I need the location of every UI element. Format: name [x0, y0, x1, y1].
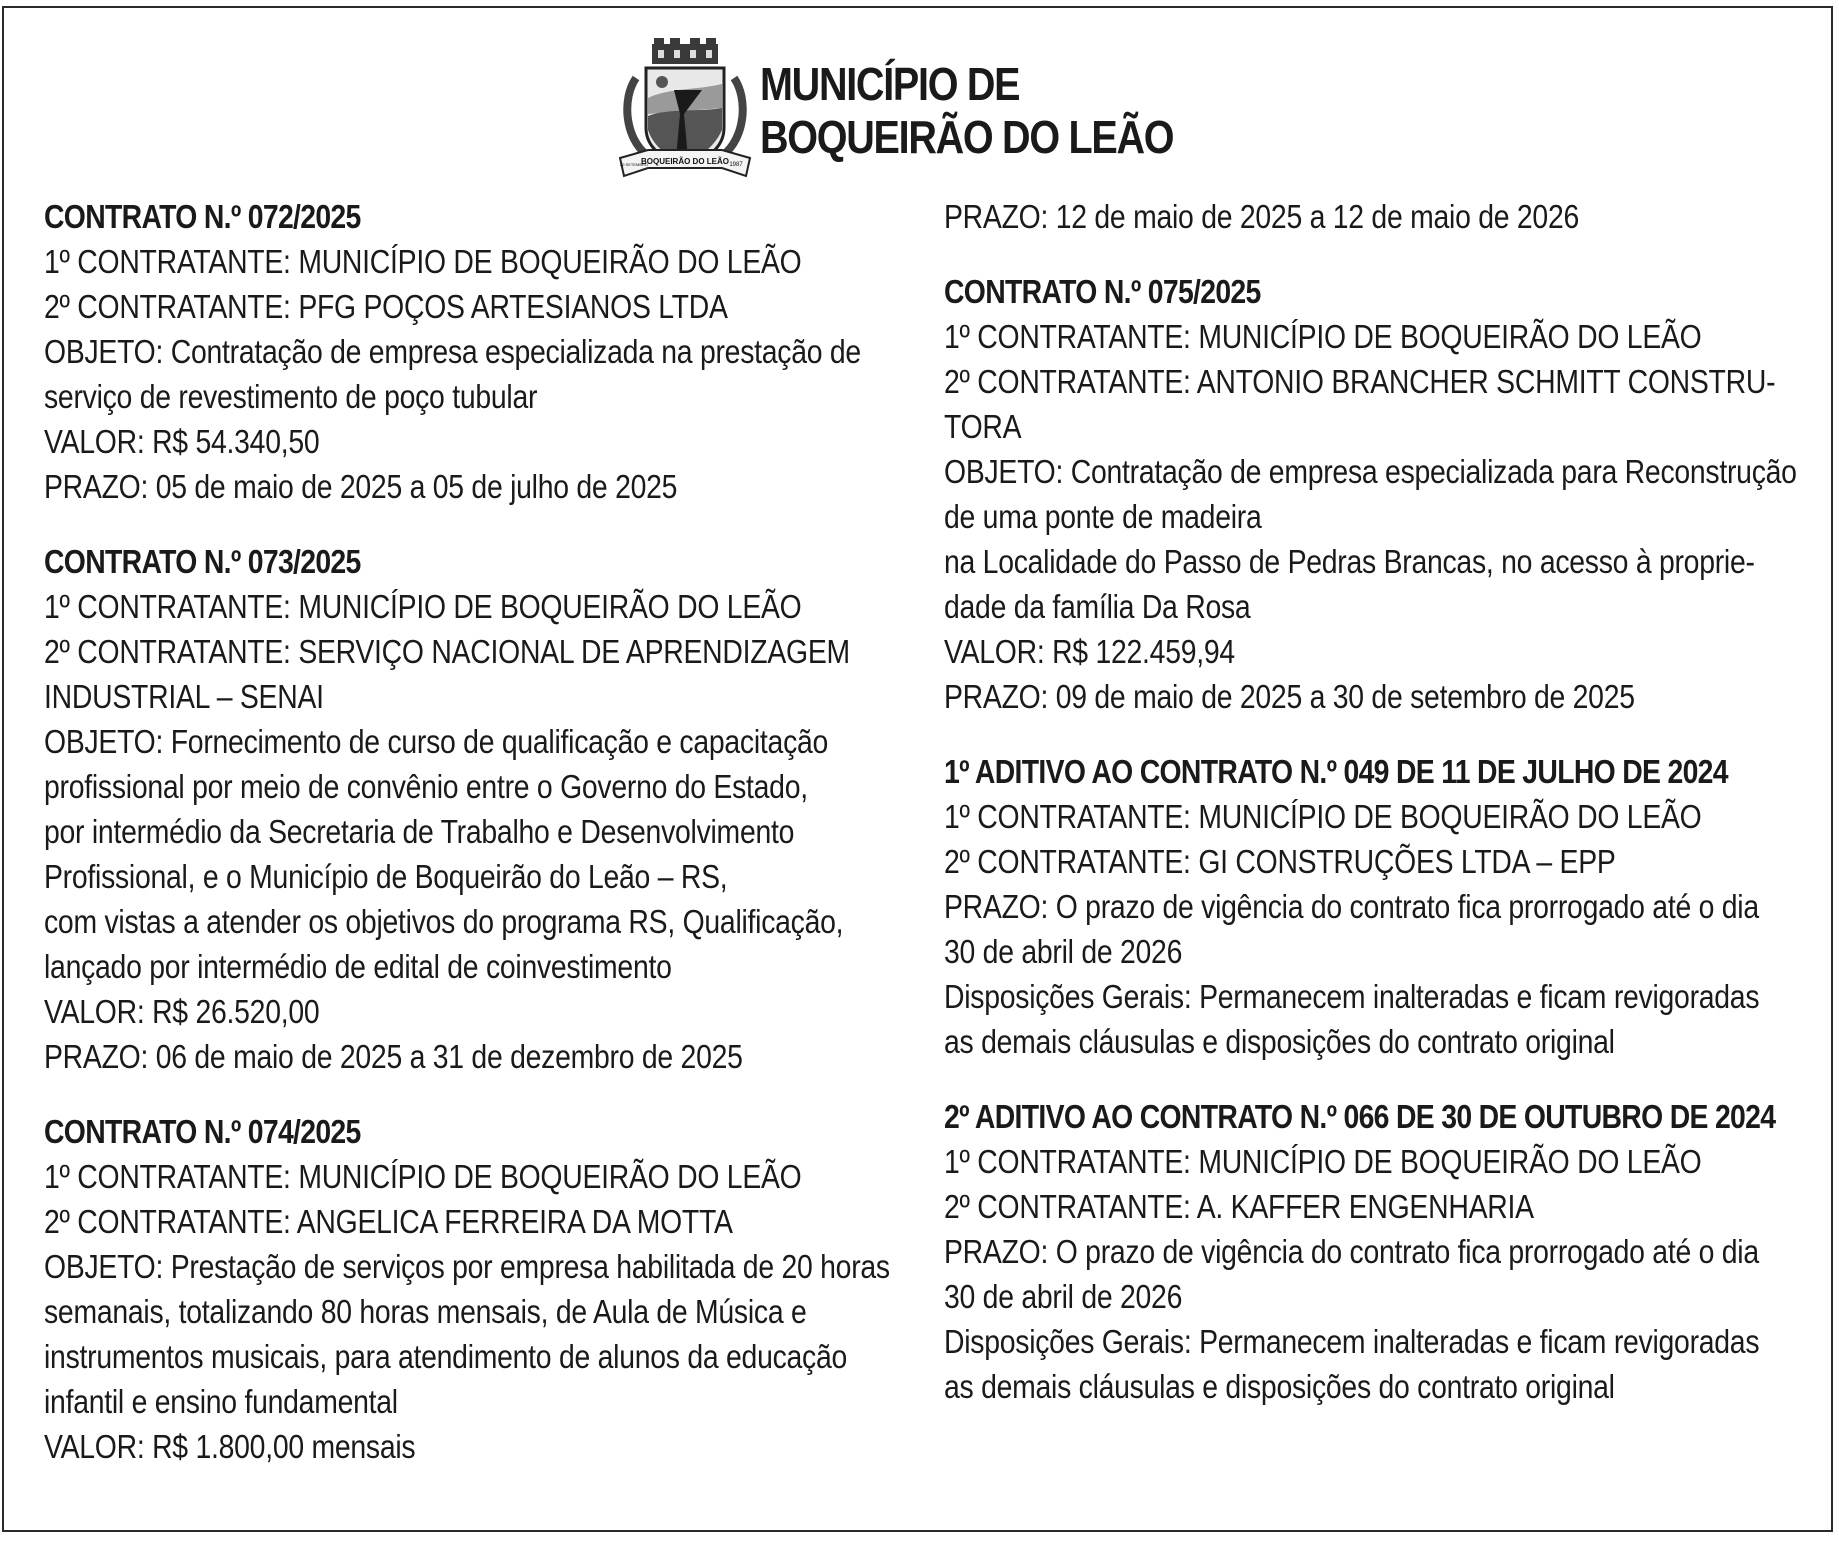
- contract-line: 1º CONTRATANTE: MUNICÍPIO DE BOQUEIRÃO DO LEÃO: [44, 1158, 802, 1195]
- contract-section: [44, 539, 894, 1079]
- contract-line: 30 de abril de 2026: [944, 933, 1183, 970]
- title-line-1: MUNICÍPIO DE: [760, 58, 1020, 110]
- contract-line: Disposições Gerais: Permanecem inalteradas e ficam revigoradas: [944, 1323, 1760, 1360]
- contract-line: 2º CONTRATANTE: A. KAFFER ENGENHARIA: [944, 1188, 1534, 1225]
- contract-line: 1º CONTRATANTE: MUNICÍPIO DE BOQUEIRÃO DO LEÃO: [44, 243, 802, 280]
- contract-line: na Localidade do Passo de Pedras Brancas, no acesso à proprie-: [944, 543, 1755, 580]
- contract-line: TORA: [944, 408, 1022, 445]
- contract-line: VALOR: R$ 1.800,00 mensais: [44, 1428, 416, 1465]
- contract-line: lançado por intermédio de edital de coinvestimento: [44, 948, 672, 985]
- contract-line: 2º CONTRATANTE: GI CONSTRUÇÕES LTDA – EPP: [944, 843, 1616, 880]
- contract-section: [44, 194, 894, 509]
- contract-section: [944, 1094, 1794, 1409]
- contract-line: profissional por meio de convênio entre o Governo do Estado,: [44, 768, 808, 805]
- right-column: [944, 194, 1797, 1439]
- contract-line: as demais cláusulas e disposições do contrato original: [944, 1023, 1615, 1060]
- contract-line: 2º CONTRATANTE: SERVIÇO NACIONAL DE APRENDIZAGEM: [44, 633, 850, 670]
- contract-section: [944, 749, 1794, 1064]
- contract-line: OBJETO: Fornecimento de curso de qualificação e capacitação: [44, 723, 829, 760]
- contract-heading: CONTRATO N.º 073/2025: [44, 543, 361, 580]
- contract-line: VALOR: R$ 26.520,00: [44, 993, 320, 1030]
- contract-line: PRAZO: 05 de maio de 2025 a 05 de julho de 2025: [44, 468, 678, 505]
- contract-line: OBJETO: Contratação de empresa especializada para Reconstrução: [944, 453, 1797, 490]
- contract-section: [44, 1109, 894, 1469]
- contract-section: [944, 269, 1797, 719]
- page-title: [760, 58, 1173, 164]
- contract-section: [944, 194, 1794, 239]
- crest-right-text: 1987: [729, 162, 743, 168]
- contract-line: semanais, totalizando 80 horas mensais, de Aula de Música e: [44, 1293, 807, 1330]
- contract-heading: CONTRATO N.º 072/2025: [44, 198, 361, 235]
- contract-line: 2º CONTRATANTE: PFG POÇOS ARTESIANOS LTDA: [44, 288, 728, 325]
- left-column: [44, 194, 894, 1499]
- crest-left-text: 20 SETEMBRO: [619, 162, 649, 167]
- contract-line: INDUSTRIAL – SENAI: [44, 678, 324, 715]
- contract-heading: CONTRATO N.º 075/2025: [944, 273, 1261, 310]
- contract-line: 1º CONTRATANTE: MUNICÍPIO DE BOQUEIRÃO DO LEÃO: [944, 318, 1702, 355]
- contract-line: dade da família Da Rosa: [944, 588, 1251, 625]
- contract-line: de uma ponte de madeira: [944, 498, 1262, 535]
- crest-banner-text: BOQUEIRÃO DO LEÃO: [640, 157, 730, 166]
- contract-line: VALOR: R$ 122.459,94: [944, 633, 1235, 670]
- contract-line: OBJETO: Contratação de empresa especializada na prestação de: [44, 333, 861, 370]
- contract-line: por intermédio da Secretaria de Trabalho e Desenvolvimento: [44, 813, 795, 850]
- contract-heading: 1º ADITIVO AO CONTRATO N.º 049 DE 11 DE JULHO DE 2024: [944, 753, 1728, 790]
- contract-line: 30 de abril de 2026: [944, 1278, 1183, 1315]
- header: [618, 38, 1238, 180]
- contract-line: 2º CONTRATANTE: ANGELICA FERREIRA DA MOTTA: [44, 1203, 733, 1240]
- contract-line: PRAZO: O prazo de vigência do contrato fica prorrogado até o dia: [944, 1233, 1759, 1270]
- contract-line: PRAZO: O prazo de vigência do contrato fica prorrogado até o dia: [944, 888, 1759, 925]
- contract-line: serviço de revestimento de poço tubular: [44, 378, 538, 415]
- contract-line: PRAZO: 09 de maio de 2025 a 30 de setembro de 2025: [944, 678, 1635, 715]
- contract-line: VALOR: R$ 54.340,50: [44, 423, 320, 460]
- contract-line: PRAZO: 06 de maio de 2025 a 31 de dezembro de 2025: [44, 1038, 743, 1075]
- contract-line: infantil e ensino fundamental: [44, 1383, 398, 1420]
- contract-line: instrumentos musicais, para atendimento de alunos da educação: [44, 1338, 848, 1375]
- contract-line: 1º CONTRATANTE: MUNICÍPIO DE BOQUEIRÃO DO LEÃO: [944, 1143, 1702, 1180]
- contract-line: Profissional, e o Município de Boqueirão do Leão – RS,: [44, 858, 728, 895]
- title-line-2: BOQUEIRÃO DO LEÃO: [760, 111, 1174, 163]
- contract-line: OBJETO: Prestação de serviços por empresa habilitada de 20 horas: [44, 1248, 890, 1285]
- contract-line: as demais cláusulas e disposições do contrato original: [944, 1368, 1615, 1405]
- contract-line: PRAZO: 12 de maio de 2025 a 12 de maio de 2026: [944, 198, 1580, 235]
- contract-line: Disposições Gerais: Permanecem inalteradas e ficam revigoradas: [944, 978, 1760, 1015]
- contract-line: 2º CONTRATANTE: ANTONIO BRANCHER SCHMITT CONSTRU-: [944, 363, 1776, 400]
- contract-line: com vistas a atender os objetivos do programa RS, Qualificação,: [44, 903, 844, 940]
- municipal-crest-logo: [618, 38, 752, 180]
- contract-heading: CONTRATO N.º 074/2025: [44, 1113, 361, 1150]
- contract-line: 1º CONTRATANTE: MUNICÍPIO DE BOQUEIRÃO DO LEÃO: [944, 798, 1702, 835]
- contract-line: 1º CONTRATANTE: MUNICÍPIO DE BOQUEIRÃO DO LEÃO: [44, 588, 802, 625]
- contract-heading: 2º ADITIVO AO CONTRATO N.º 066 DE 30 DE OUTUBRO DE 2024: [944, 1098, 1776, 1135]
